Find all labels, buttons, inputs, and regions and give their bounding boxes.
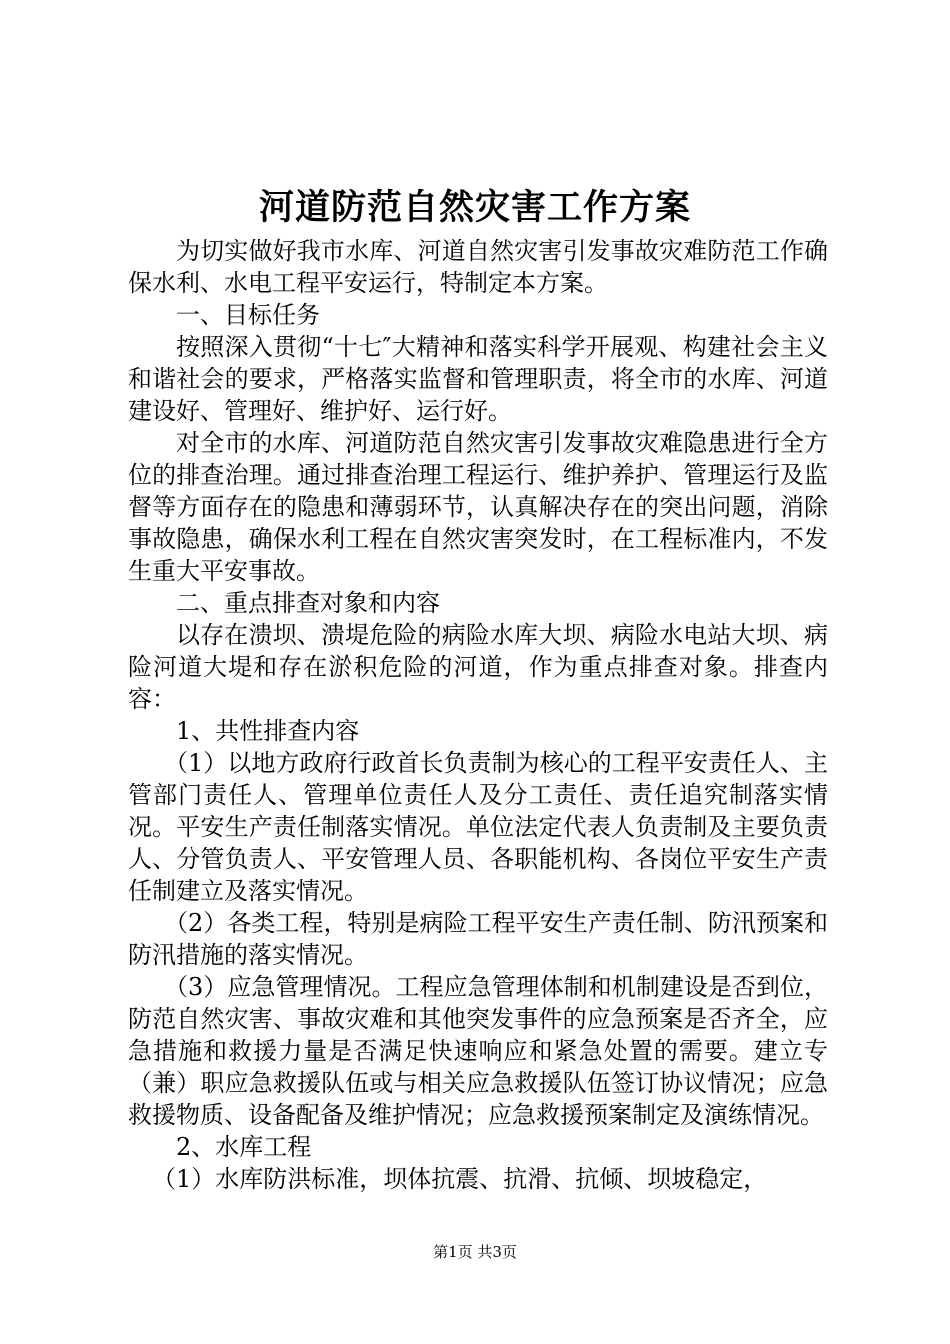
document-body [128,235,828,1195]
paragraph-inspection: 对全市的水库、河道防范自然灾害引发事故灾难隐患进行全方位的排查治理。通过排查治理工程运行、维护养护、管理运行及监督等方面存在的隐患和薄弱环节，认真解决存在的突出问题，消除事故隐患，确保水利工程在自然灾害突发时，在工程标准内，不发生重大平安事故。 [128,429,828,585]
paragraph-goals: 按照深入贯彻“十七″大精神和落实科学开展观、构建社会主义和谐社会的要求，严格落实监督和管理职责，将全市的水库、河道建设好、管理好、维护好、运行好。 [128,333,828,425]
paragraph-item-3: （3）应急管理情况。工程应急管理体制和机制建设是否到位，防范自然灾害、事故灾难和其他突发事件的应急预案是否齐全，应急措施和救援力量是否满足快速响应和紧急处置的需要。建立专（兼）职应急救援队伍或与相关应急救援队伍签订协议情况；应急救援物质、设备配备及维护情况；应急救援预案制定及演练情况。 [128,973,828,1129]
page-number: 第1页 共3页 [433,1243,517,1261]
paragraph-targets: 以存在溃坝、溃堤危险的病险水库大坝、病险水电站大坝、病险河道大堤和存在淤积危险的河道，作为重点排查对象。排查内容： [128,621,828,713]
paragraph-item-1: （1）以地方政府行政首长负责制为核心的工程平安责任人、主管部门责任人、管理单位责任人及分工责任、责任追究制落实情况。平安生产责任制落实情况。单位法定代表人负责制及主要负责人、分管负责人、平安管理人员、各职能机构、各岗位平安生产责任制建立及落实情况。 [128,749,828,905]
paragraph-item-2: （2）各类工程，特别是病险工程平安生产责任制、防汛预案和防汛措施的落实情况。 [128,909,828,969]
section-heading-targets: 二、重点排查对象和内容 [176,589,440,617]
paragraph-intro: 为切实做好我市水库、河道自然灾害引发事故灾难防范工作确保水利、水电工程平安运行，特制定本方案。 [128,237,828,297]
subheading-reservoir: 2、水库工程 [176,1133,312,1161]
document-title: 河道防范自然灾害工作方案 [258,187,691,228]
paragraph-reservoir-item-1: （1）水库防洪标准，坝体抗震、抗滑、抗倾、坝坡稳定， [152,1165,768,1193]
section-heading-goals: 一、目标任务 [176,301,320,329]
subheading-common: 1、共性排查内容 [176,717,360,745]
